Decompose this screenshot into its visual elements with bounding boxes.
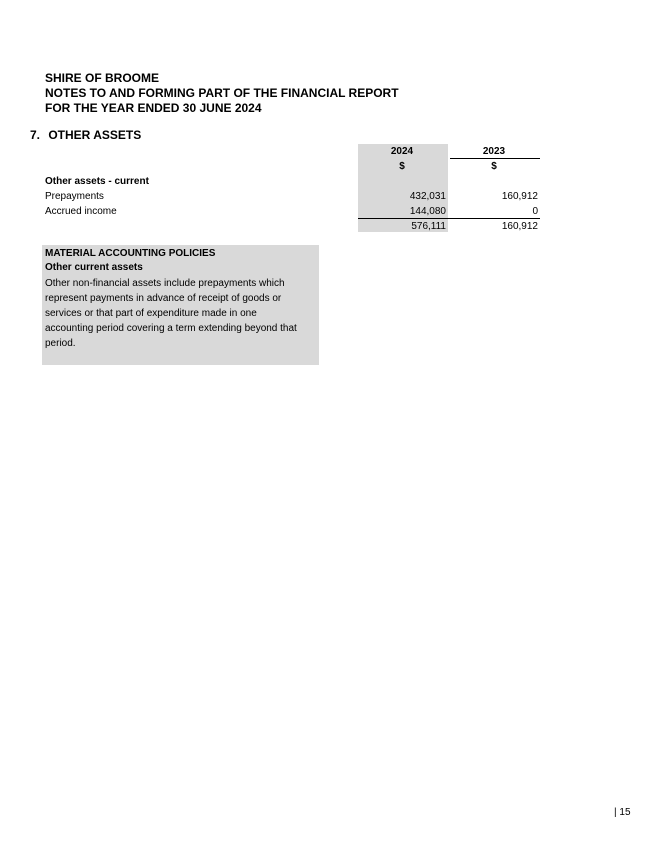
total-value-2024: 576,111 <box>411 221 446 232</box>
total-value-2023: 160,912 <box>501 221 538 232</box>
unit-2024: $ <box>399 161 405 172</box>
policy-body: Other non-financial assets include prepayments which represent payments in advance of receipt of goods or services or that part of expenditure made in one accounting period covering a term extending beyond that period. <box>45 278 297 349</box>
policy-title: MATERIAL ACCOUNTING POLICIES <box>45 248 216 259</box>
group-label: Other assets - current <box>45 176 149 187</box>
policy-subtitle: Other current assets <box>45 262 143 273</box>
report-notes-title: NOTES TO AND FORMING PART OF THE FINANCIAL REPORT <box>45 86 399 100</box>
section-heading <box>30 128 141 142</box>
section-number: 7. <box>30 128 41 142</box>
report-period-title: FOR THE YEAR ENDED 30 JUNE 2024 <box>45 101 262 115</box>
page-number: | 15 <box>614 807 631 818</box>
report-entity-title: SHIRE OF BROOME <box>45 71 160 85</box>
accounting-policy-box <box>42 245 319 365</box>
column-header-2023: 2023 <box>482 146 506 157</box>
header-underline-2023 <box>450 158 540 159</box>
total-rule <box>358 218 540 219</box>
row-value-2023-accrued-income: 0 <box>532 206 538 217</box>
column-header-2024: 2024 <box>390 146 414 157</box>
section-title: OTHER ASSETS <box>48 128 142 142</box>
row-value-2024-prepayments: 432,031 <box>409 191 446 202</box>
unit-2023: $ <box>491 161 497 172</box>
row-value-2024-accrued-income: 144,080 <box>409 206 446 217</box>
row-label-accrued-income: Accrued income <box>45 206 117 217</box>
row-label-prepayments: Prepayments <box>45 191 104 202</box>
row-value-2023-prepayments: 160,912 <box>501 191 538 202</box>
